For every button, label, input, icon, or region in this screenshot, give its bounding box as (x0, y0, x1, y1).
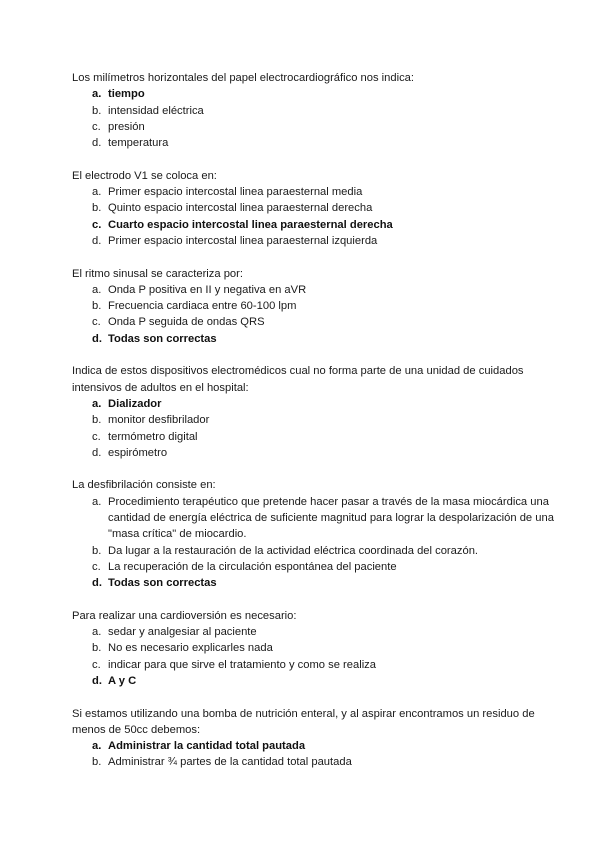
option-marker: c. (92, 560, 101, 573)
option-item (72, 543, 560, 559)
option-item (72, 135, 560, 151)
question-text: El ritmo sinusal se caracteriza por: (72, 267, 243, 280)
question-text: Si estamos utilizando una bomba de nutrición enteral, y al aspirar encontramos un residuo de menos de 50cc debemos: (72, 707, 535, 736)
option-item (72, 429, 560, 445)
option-item (72, 119, 560, 135)
option-marker: a. (92, 626, 102, 639)
option-marker: b. (92, 642, 102, 655)
option-text: Cuarto espacio intercostal linea paraesternal derecha (108, 218, 393, 231)
option-item (72, 624, 560, 640)
option-list (72, 396, 560, 461)
option-text: Da lugar a la restauración de la actividad eléctrica coordinada del corazón. (108, 544, 479, 557)
option-text: A y C (108, 674, 137, 687)
option-item (72, 396, 560, 412)
option-text: sedar y analgesiar al paciente (108, 626, 257, 639)
option-text: Primer espacio intercostal linea paraesternal media (108, 186, 363, 199)
option-item (72, 445, 560, 461)
question-4 (72, 363, 560, 461)
option-text: La recuperación de la circulación espontánea del paciente (108, 560, 397, 573)
option-list (72, 86, 560, 151)
option-marker: a. (92, 88, 102, 101)
option-item (72, 640, 560, 656)
option-marker: b. (92, 414, 102, 427)
option-item (72, 673, 560, 689)
option-item (72, 298, 560, 314)
option-list (72, 738, 560, 771)
option-text: Dializador (108, 397, 162, 410)
option-text: No es necesario explicarles nada (108, 642, 273, 655)
option-text: Todas son correctas (108, 577, 217, 590)
option-text: termómetro digital (108, 430, 198, 443)
option-marker: c. (92, 430, 101, 443)
question-text: Indica de estos dispositivos electromédicos cual no forma parte de una unidad de cuidados intensivos de adultos en el hospital: (72, 365, 524, 394)
question-3 (72, 266, 560, 347)
option-list (72, 282, 560, 347)
option-text: Frecuencia cardiaca entre 60-100 lpm (108, 300, 297, 313)
option-list (72, 494, 560, 592)
option-text: indicar para que sirve el tratamiento y como se realiza (108, 658, 377, 671)
question-7 (72, 706, 560, 771)
option-marker: b. (92, 756, 102, 769)
option-marker: a. (92, 397, 102, 410)
option-item (72, 200, 560, 216)
option-text: Quinto espacio intercostal linea paraesternal derecha (108, 202, 373, 215)
option-text: Todas son correctas (108, 332, 217, 345)
option-marker: c. (92, 120, 101, 133)
option-list (72, 624, 560, 689)
option-text: Administrar ¾ partes de la cantidad total pautada (108, 756, 352, 769)
option-marker: d. (92, 674, 102, 687)
question-text: Para realizar una cardioversión es necesario: (72, 609, 297, 622)
option-text: tiempo (108, 88, 145, 101)
option-marker: d. (92, 137, 102, 150)
option-item (72, 86, 560, 102)
option-text: Procedimiento terapéutico que pretende hacer pasar a través de la masa miocárdica una cantidad de energía eléctrica de suficiente magnitud para lograr la despolarización de una "masa crítica" de miocardio. (108, 495, 554, 541)
option-marker: d. (92, 446, 102, 459)
option-item (72, 331, 560, 347)
option-item (72, 184, 560, 200)
option-marker: a. (92, 495, 102, 508)
option-item (72, 412, 560, 428)
option-marker: d. (92, 234, 102, 247)
option-text: intensidad eléctrica (108, 104, 204, 117)
option-item (72, 314, 560, 330)
option-marker: b. (92, 104, 102, 117)
option-text: Onda P seguida de ondas QRS (108, 316, 265, 329)
option-marker: d. (92, 332, 102, 345)
option-text: Primer espacio intercostal linea paraesternal izquierda (108, 234, 378, 247)
option-text: espirómetro (108, 446, 168, 459)
option-item (72, 282, 560, 298)
option-item (72, 559, 560, 575)
question-2 (72, 168, 560, 249)
option-text: Onda P positiva en II y negativa en aVR (108, 283, 307, 296)
option-item (72, 575, 560, 591)
option-marker: c. (92, 658, 101, 671)
option-marker: a. (92, 186, 102, 199)
option-list (72, 184, 560, 249)
option-item (72, 233, 560, 249)
option-item (72, 103, 560, 119)
option-marker: b. (92, 202, 102, 215)
option-text: presión (108, 120, 145, 133)
question-text: La desfibrilación consiste en: (72, 479, 216, 492)
option-marker: b. (92, 544, 102, 557)
question-6 (72, 608, 560, 689)
option-item (72, 738, 560, 754)
option-text: monitor desfibrilador (108, 414, 210, 427)
option-marker: a. (92, 740, 102, 753)
option-marker: c. (92, 218, 102, 231)
option-item (72, 494, 560, 543)
question-text: Los milímetros horizontales del papel electrocardiográfico nos indica: (72, 72, 415, 84)
option-marker: c. (92, 316, 101, 329)
option-text: temperatura (108, 137, 169, 150)
option-item (72, 754, 560, 770)
option-marker: d. (92, 577, 102, 590)
option-text: Administrar la cantidad total pautada (108, 740, 306, 753)
question-5 (72, 477, 560, 591)
option-item (72, 217, 560, 233)
question-1 (72, 70, 560, 151)
option-marker: a. (92, 283, 102, 296)
question-text: El electrodo V1 se coloca en: (72, 169, 217, 182)
option-item (72, 657, 560, 673)
option-marker: b. (92, 300, 102, 313)
